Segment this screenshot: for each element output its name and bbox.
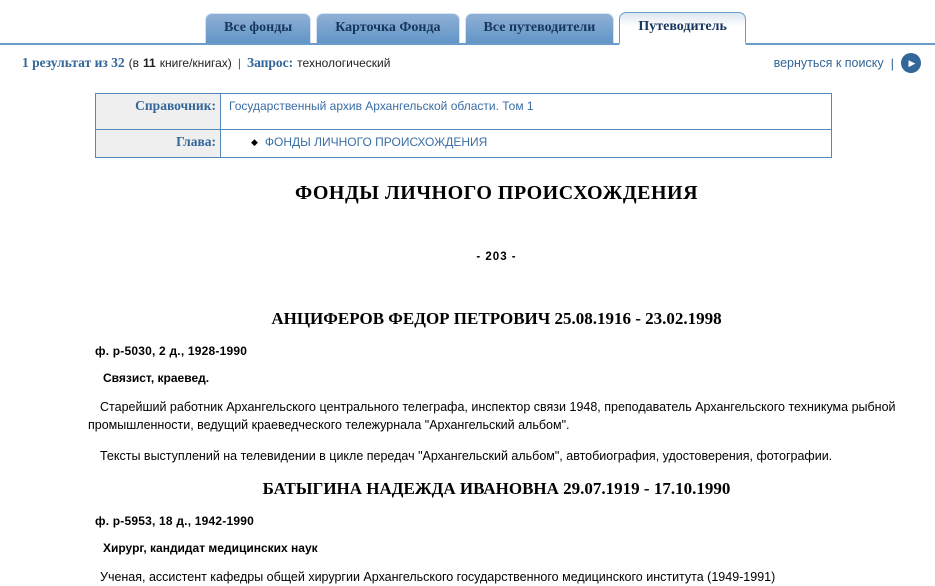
- query-value: технологический: [297, 56, 391, 70]
- page-number: - 203 -: [476, 251, 517, 263]
- entry-heading: АНЦИФЕРОВ ФЕДОР ПЕТРОВИЧ 25.08.1916 - 23.02.1998: [271, 309, 722, 328]
- entry-paragraph: Старейший работник Архангельского центрального телеграфа, инспектор связи 1948, преподаватель Архангельского техникума рыбной промышленности, ведущий краеведческого тележурнала "Архангельский альбом".: [88, 400, 896, 432]
- next-page-button[interactable]: [901, 53, 921, 73]
- entry-subtitle: Хирург, кандидат медицинских наук: [103, 541, 318, 555]
- results-separator: |: [237, 56, 241, 70]
- entry-paragraph: Ученая, ассистент кафедры общей хирургии Архангельского государственного медицинского института (1949-1991): [100, 570, 776, 584]
- tab-all-fonds[interactable]: Все фонды: [205, 13, 311, 43]
- fond-entry: [88, 479, 905, 586]
- reference-table: [95, 93, 832, 158]
- entry-heading: БАТЫГИНА НАДЕЖДА ИВАНОВНА 29.07.1919 - 17.10.1990: [262, 479, 731, 498]
- results-count: 1 результат из 32: [22, 55, 125, 70]
- books-paren-open: (в: [128, 56, 140, 70]
- back-separator: |: [890, 55, 894, 71]
- query-label: Запрос:: [246, 55, 294, 70]
- table-row: [96, 94, 832, 130]
- tab-guide-active[interactable]: Путеводитель: [619, 12, 746, 45]
- results-nav: [774, 53, 921, 73]
- entry-subtitle: Связист, краевед.: [103, 371, 210, 385]
- chapter-label: Глава:: [96, 130, 221, 158]
- fond-reference: ф. р-5953, 18 д., 1942-1990: [95, 514, 254, 528]
- books-paren-close: книге/книгах): [159, 56, 232, 70]
- chapter-link[interactable]: ФОНДЫ ЛИЧНОГО ПРОИСХОЖДЕНИЯ: [264, 135, 488, 149]
- tab-fond-card[interactable]: Карточка Фонда: [316, 13, 459, 43]
- document-body: [0, 182, 935, 586]
- guide-link[interactable]: Государственный архив Архангельской области. Том 1: [229, 99, 534, 113]
- guide-label: Справочник:: [96, 94, 221, 130]
- tab-bar: [0, 0, 935, 45]
- fond-reference: ф. р-5030, 2 д., 1928-1990: [95, 344, 248, 358]
- back-to-search-link[interactable]: вернуться к поиску: [773, 56, 884, 70]
- document-title: ФОНДЫ ЛИЧНОГО ПРОИСХОЖДЕНИЯ: [294, 182, 699, 204]
- guide-value-cell: [221, 94, 832, 130]
- chapter-value-cell: [221, 130, 832, 158]
- tab-all-guides[interactable]: Все путеводители: [465, 13, 615, 43]
- books-count: 11: [143, 56, 156, 70]
- table-row: [96, 130, 832, 158]
- entry-paragraph: Тексты выступлений на телевидении в цикле передач "Архангельский альбом", автобиография, удостоверения, фотографии.: [100, 449, 833, 463]
- results-summary: [22, 55, 390, 71]
- results-bar: [0, 45, 935, 79]
- fond-entry: [88, 309, 905, 465]
- play-icon: ▶: [908, 57, 916, 68]
- diamond-bullet-icon: ◆: [251, 137, 258, 147]
